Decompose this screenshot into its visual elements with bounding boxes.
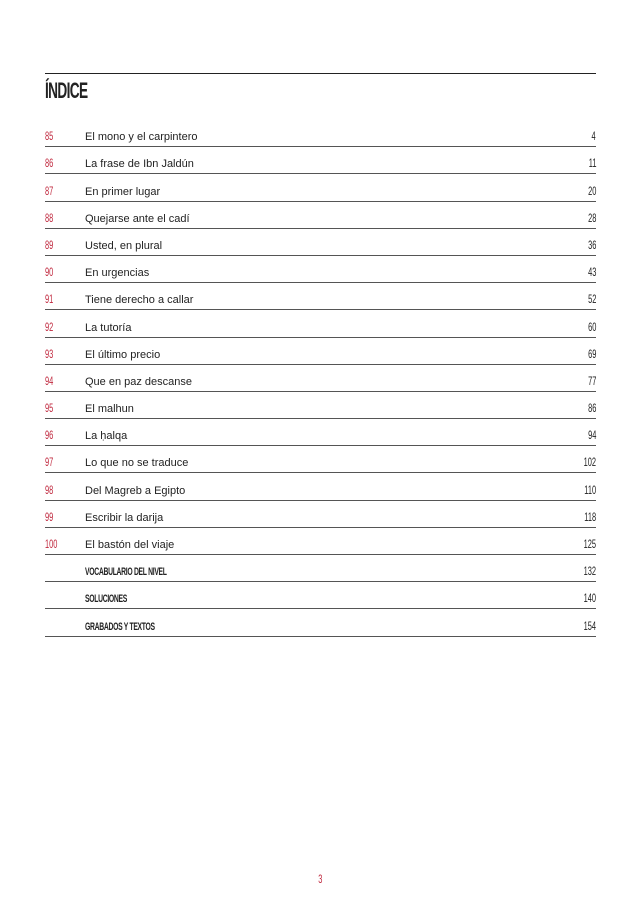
unit-title: El bastón del viaje bbox=[85, 539, 175, 551]
toc-page bbox=[45, 73, 596, 638]
page-number: 43 bbox=[587, 265, 596, 280]
toc-row[interactable] bbox=[45, 366, 596, 392]
unit-number: 86 bbox=[45, 156, 54, 171]
footer-page-number: 3 bbox=[317, 872, 323, 886]
toc-row[interactable] bbox=[45, 447, 596, 473]
page-number: 28 bbox=[587, 210, 596, 225]
appendix-title: VOCABULARIO DEL NIVEL bbox=[85, 566, 167, 579]
appendix-title: SOLUCIONES bbox=[85, 593, 127, 606]
unit-number: 88 bbox=[45, 210, 54, 225]
unit-title: El mono y el carpintero bbox=[85, 131, 198, 144]
page-number: 11 bbox=[588, 156, 596, 171]
appendix-title: GRABADOS Y TEXTOS bbox=[85, 620, 155, 633]
page-title: ÍNDICE bbox=[45, 78, 88, 103]
page-number: 86 bbox=[587, 401, 596, 416]
toc-row[interactable] bbox=[45, 529, 596, 555]
toc-appendix-row[interactable] bbox=[45, 610, 596, 636]
unit-title: En primer lugar bbox=[85, 185, 161, 198]
toc-row[interactable] bbox=[45, 203, 596, 229]
unit-title: La ḥalqa bbox=[85, 430, 128, 443]
unit-title: La frase de Ibn Jaldún bbox=[85, 158, 194, 171]
page-number: 118 bbox=[584, 509, 596, 524]
toc-row[interactable] bbox=[45, 502, 596, 528]
toc-appendix-row[interactable] bbox=[45, 583, 596, 609]
page-number: 102 bbox=[583, 455, 596, 470]
unit-number: 92 bbox=[45, 319, 54, 334]
toc-row[interactable] bbox=[45, 311, 596, 337]
unit-title: Usted, en plural bbox=[85, 239, 163, 252]
unit-title: Tiene derecho a callar bbox=[85, 294, 194, 307]
toc-row[interactable] bbox=[45, 420, 596, 446]
unit-number: 97 bbox=[45, 455, 54, 470]
unit-title: El último precio bbox=[85, 348, 161, 361]
unit-number: 99 bbox=[45, 509, 54, 524]
page-number: 4 bbox=[591, 129, 596, 144]
unit-number: 91 bbox=[45, 292, 54, 307]
page-number: 140 bbox=[583, 591, 596, 606]
page-number: 125 bbox=[583, 537, 596, 551]
page-number: 36 bbox=[587, 237, 596, 252]
unit-title: Lo que no se traduce bbox=[85, 457, 189, 470]
unit-title: La tutoría bbox=[85, 321, 132, 334]
page-number: 94 bbox=[587, 428, 596, 443]
unit-number: 89 bbox=[45, 237, 54, 252]
unit-number: 100 bbox=[45, 537, 58, 551]
toc-row[interactable] bbox=[45, 148, 596, 174]
toc-row[interactable] bbox=[45, 393, 596, 419]
page-number: 20 bbox=[587, 183, 596, 198]
page-number: 69 bbox=[587, 346, 596, 361]
unit-number: 94 bbox=[45, 373, 54, 388]
page-number: 77 bbox=[587, 373, 596, 388]
title-rule bbox=[45, 73, 596, 74]
toc-row[interactable] bbox=[45, 121, 596, 147]
toc-row[interactable] bbox=[45, 230, 596, 256]
unit-number: 95 bbox=[45, 401, 54, 416]
toc-row[interactable] bbox=[45, 257, 596, 283]
unit-number: 90 bbox=[45, 265, 54, 280]
unit-number: 87 bbox=[45, 183, 54, 198]
toc-list bbox=[45, 121, 596, 637]
page-number: 132 bbox=[583, 564, 596, 579]
unit-number: 93 bbox=[45, 346, 54, 361]
unit-number: 85 bbox=[45, 129, 54, 144]
unit-number: 96 bbox=[45, 428, 54, 443]
toc-row[interactable] bbox=[45, 284, 596, 310]
unit-number: 98 bbox=[45, 482, 54, 497]
toc-row[interactable] bbox=[45, 175, 596, 201]
unit-title: Escribir la darija bbox=[85, 511, 164, 524]
page-number: 60 bbox=[587, 319, 596, 334]
unit-title: Del Magreb a Egipto bbox=[85, 484, 186, 497]
toc-row[interactable] bbox=[45, 474, 596, 500]
page-number: 110 bbox=[584, 482, 596, 497]
toc-appendix-row[interactable] bbox=[45, 556, 596, 582]
page-number: 52 bbox=[587, 292, 596, 307]
unit-title: Quejarse ante el cadí bbox=[85, 212, 190, 225]
unit-title: El malhun bbox=[85, 403, 134, 416]
unit-title: Que en paz descanse bbox=[85, 375, 193, 388]
page-footer bbox=[0, 872, 640, 886]
unit-title: En urgencias bbox=[85, 267, 150, 280]
page-number: 154 bbox=[583, 618, 596, 633]
toc-row[interactable] bbox=[45, 339, 596, 365]
